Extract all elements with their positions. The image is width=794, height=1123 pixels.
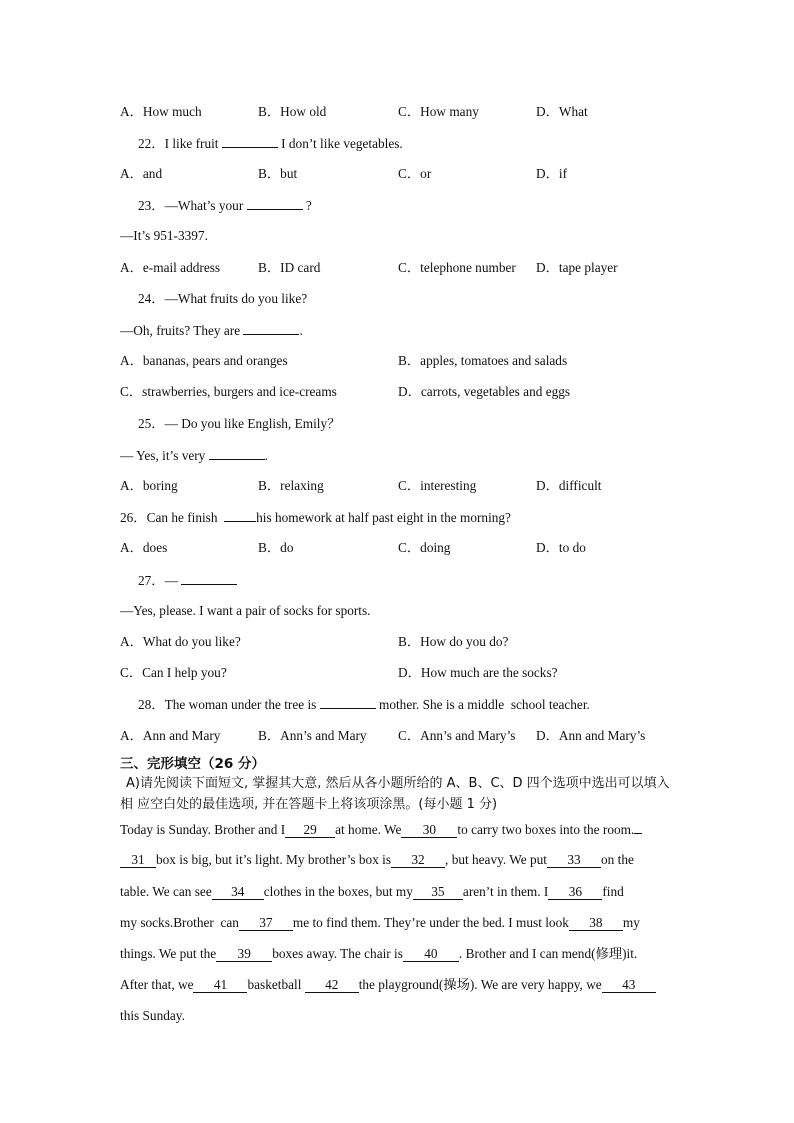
q28-option-b: B．Ann’s and Mary [258,728,367,743]
passage-text: to carry two boxes into the room. [457,822,635,837]
passage-text: my socks.Brother can [120,915,239,930]
passage-text: aren’t in them. I [462,884,549,899]
passage-text: box is big, but it’s light. My brother’s box is [156,852,392,867]
question-23 [138,197,312,214]
q28-option-a: A．Ann and Mary [120,728,221,743]
passage-line-4 [120,915,640,931]
passage-text: clothes in the boxes, but my [263,884,413,899]
q21-option-d: D．What [536,104,588,119]
section-heading: 三、完形填空（26 分） [120,756,265,772]
cloze-blank-37: 37 [239,916,293,931]
q27-option-b: B．How do you do? [398,634,509,649]
question-25: 25．— Do you like English, Emily？ [138,416,341,431]
q25-reply-end: . [264,448,268,463]
cloze-blank-36: 36 [548,885,602,900]
q27-blank [181,572,237,585]
q28-option-d: D．Ann and Mary’s [536,728,646,743]
passage-text: basketball [247,977,305,992]
q27-option-d: D．How much are the socks? [398,665,558,680]
q25-option-a: A．boring [120,478,178,493]
passage-text: things. We put the [120,946,217,961]
q22-option-b: B．but [258,166,298,181]
q24-blank [243,322,299,335]
passage-text: me to find them. They’re under the bed. I must look [292,915,569,930]
q25-reply-text: — Yes, it’s very [120,448,209,463]
q24-option-c: C．strawberries, burgers and ice-creams [120,384,337,399]
cloze-blank-29: 29 [285,823,335,838]
passage-text: . Brother and I can mend(修理)it. [458,946,638,961]
q23-reply: —It’s 951-3397. [120,228,208,243]
q21-option-a: A．How much [120,104,202,119]
q25-option-d: D．difficult [536,478,602,493]
q25-option-c: C．interesting [398,478,477,493]
passage-text: , but heavy. We put [445,852,548,867]
q25-option-b: B．relaxing [258,478,324,493]
cloze-blank-39: 39 [216,947,272,962]
passage-line-1 [120,821,642,838]
q25-reply [120,447,268,464]
q22-stem: 22．I like fruit [138,136,222,151]
q22-blank [222,135,278,148]
q23-option-d: D．tape player [536,260,618,275]
passage-line-7: this Sunday. [120,1008,185,1023]
q26-option-b: B．do [258,540,294,555]
q28-option-c: C．Ann’s and Mary’s [398,728,516,743]
cloze-blank-40: 40 [403,947,459,962]
cloze-blank-42: 42 [305,978,359,993]
q23-option-c: C．telephone number [398,260,516,275]
q22-option-d: D．if [536,166,568,181]
q22-stem-end: I don’t like vegetables. [277,136,403,151]
passage-text: table. We can see [120,884,212,899]
q27-option-c: C．Can I help you? [120,665,227,680]
q26-option-d: D．to do [536,540,586,555]
q24-reply-text: —Oh, fruits? They are [120,323,244,338]
question-22 [138,135,403,152]
q27-option-a: A．What do you like? [120,634,241,649]
q27-reply: —Yes, please. I want a pair of socks for sports. [120,603,371,618]
cloze-blank-32: 32 [391,853,445,868]
passage-text: the playground(操场). We are very happy, we [358,977,602,992]
q26-option-a: A．does [120,540,168,555]
q26-stem: 26．Can he finish [120,510,225,525]
q22-option-c: C．or [398,166,432,181]
q26-blank [224,509,256,522]
passage-text: Today is Sunday. Brother and I [120,822,286,837]
q26-stem-end: his homework at half past eight in the morning? [256,510,511,525]
cloze-blank-38: 38 [569,916,623,931]
passage-line-5 [120,946,637,962]
section-instruction: A)请先阅读下面短文, 掌握其大意, 然后从各小题所给的 A、B、C、D 四个选项中选出可以填入相 应空白处的最佳选项, 并在答题卡上将该项涂黑。(每小题 1 分) [120,776,670,812]
q23-option-b: B．ID card [258,260,321,275]
q23-stem-end: ? [302,198,312,213]
q26-option-c: C．doing [398,540,451,555]
passage-text: find [602,884,624,899]
cloze-blank-31: 31 [120,853,156,868]
q23-option-a: A．e-mail address [120,260,221,275]
cloze-blank-43: 43 [602,978,656,993]
cloze-blank-33: 33 [547,853,601,868]
q24-option-b: B．apples, tomatoes and salads [398,353,568,368]
cloze-blank-41: 41 [193,978,247,993]
q21-option-c: C．How many [398,104,479,119]
cloze-blank-35: 35 [413,885,463,900]
q21-option-b: B．How old [258,104,327,119]
cloze-blank-30: 30 [401,823,457,838]
q23-blank [247,197,303,210]
passage-text: my [622,915,640,930]
cloze-blank-34: 34 [212,885,264,900]
question-28 [138,696,590,713]
q24-option-a: A．bananas, pears and oranges [120,353,288,368]
q27-stem: 27．— [138,573,182,588]
q28-stem-end: mother. She is a middle school teacher. [375,697,590,712]
q23-stem: 23．—What’s your [138,198,247,213]
q24-reply [120,322,303,339]
passage-text: at home. We [335,822,402,837]
passage-line-2 [120,852,634,868]
question-26 [120,509,511,526]
passage-trailing-blank [634,821,642,834]
q25-blank [209,447,265,460]
q22-option-a: A．and [120,166,163,181]
passage-text: After that, we [120,977,194,992]
question-24: 24．—What fruits do you like? [138,291,308,306]
q24-option-d: D．carrots, vegetables and eggs [398,384,571,399]
q24-reply-end: . [299,323,303,338]
passage-text: boxes away. The chair is [272,946,403,961]
question-27 [138,572,237,589]
passage-text: on the [601,852,634,867]
q28-stem: 28．The woman under the tree is [138,697,320,712]
q28-blank [320,696,376,709]
passage-line-3 [120,884,624,900]
passage-line-6 [120,977,656,993]
